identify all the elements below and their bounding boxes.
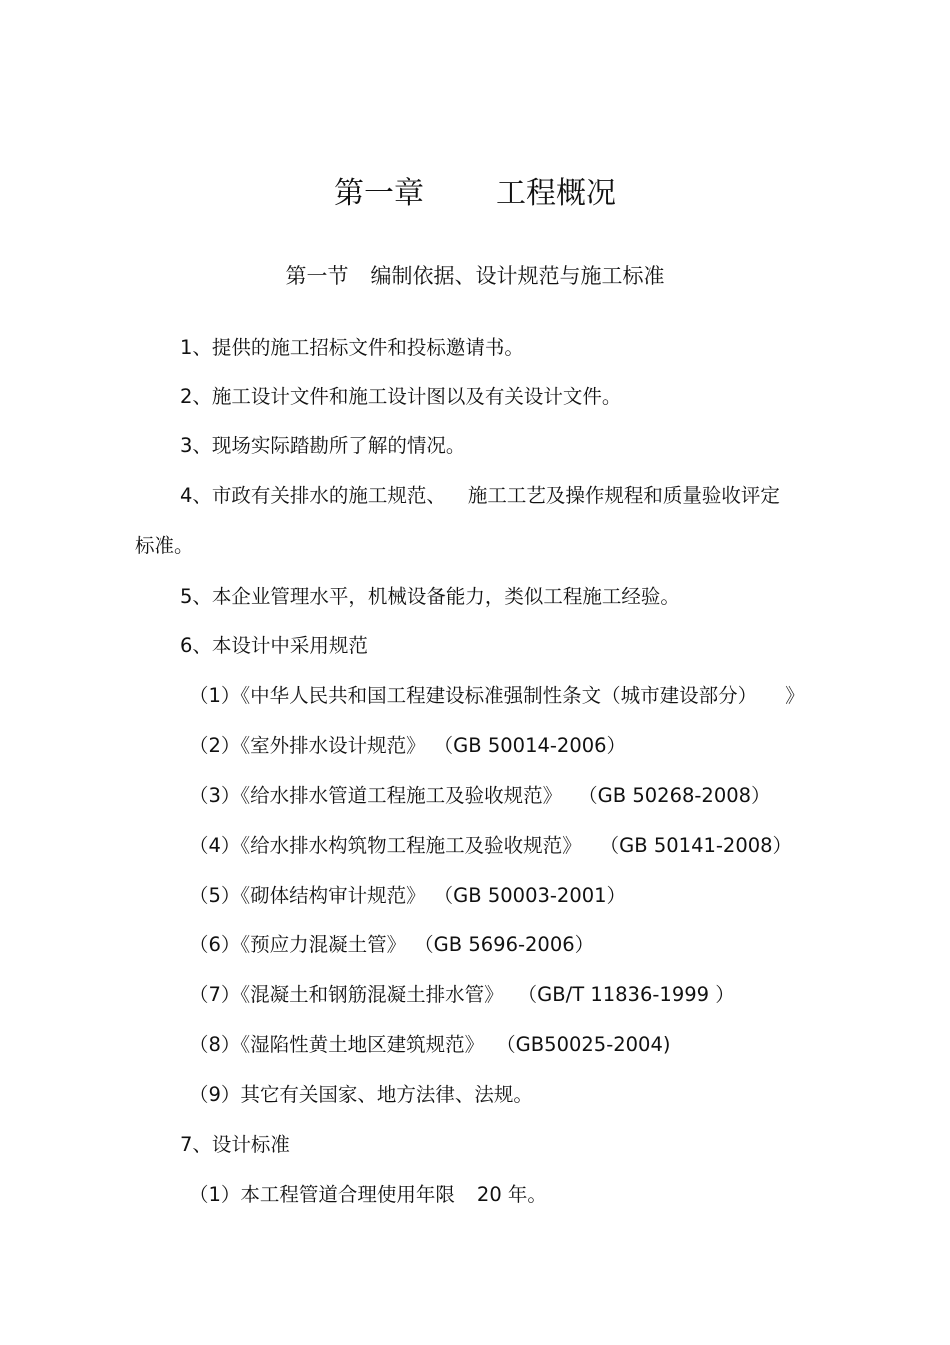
standard-code: （GB50025-2004) — [496, 1033, 671, 1056]
standard-code: 》 — [785, 684, 805, 707]
standard-code: （GB 50268-2008） — [578, 784, 771, 807]
basis-item-4-part-2: 施工工艺及操作规程和质量验收评定 — [467, 484, 780, 507]
basis-item-1: 1、提供的施工招标文件和投标邀请书。 — [180, 336, 524, 359]
chapter-name: 工程概况 — [496, 176, 616, 211]
section-number: 第一节 — [285, 264, 349, 288]
standard-title: （9）其它有关国家、地方法律、法规。 — [189, 1083, 533, 1106]
standard-code: （GB 50003-2001） — [433, 884, 627, 907]
section-name: 编制依据、设计规范与施工标准 — [370, 264, 665, 288]
standard-item-2 — [189, 731, 626, 761]
standard-item-1 — [189, 681, 805, 711]
section-title — [0, 260, 950, 292]
standard-title: （4）《给水排水构筑物工程施工及验收规范》 — [189, 834, 582, 857]
basis-item-3: 3、现场实际踏勘所了解的情况。 — [180, 434, 466, 457]
design-standard-heading: 7、设计标准 — [180, 1133, 290, 1156]
standard-title: （3）《给水排水管道工程施工及验收规范》 — [189, 784, 563, 807]
chapter-title — [0, 172, 950, 216]
standard-title: （7）《混凝土和钢筋混凝土排水管》 — [189, 983, 504, 1006]
standard-item-7 — [189, 980, 735, 1010]
basis-item-4-part-1: 4、市政有关排水的施工规范、 — [180, 484, 446, 507]
standard-code: （GB 50141-2008） — [599, 834, 793, 857]
standard-item-6 — [189, 930, 594, 960]
chapter-number: 第一章 — [334, 176, 424, 211]
standard-code: （GB/T 11836-1999 ） — [517, 983, 735, 1006]
standard-item-5 — [189, 881, 626, 911]
design-standard-item-value: 20 年。 — [476, 1183, 547, 1206]
standard-item-9 — [189, 1080, 533, 1110]
basis-item-4-continued: 标准。 — [135, 534, 194, 557]
basis-item-2: 2、施工设计文件和施工设计图以及有关设计文件。 — [180, 385, 622, 408]
basis-item-6: 6、本设计中采用规范 — [180, 634, 368, 657]
standard-title: （8）《湿陷性黄土地区建筑规范》 — [189, 1033, 485, 1056]
standard-item-8 — [189, 1030, 670, 1060]
basis-item-5: 5、本企业管理水平，机械设备能力，类似工程施工经验。 — [180, 585, 680, 608]
standard-item-3 — [189, 781, 771, 811]
basis-item-4 — [180, 481, 780, 511]
standard-item-4 — [189, 831, 792, 861]
design-standard-item-1 — [189, 1180, 547, 1210]
standard-title: （5）《砌体结构审计规范》 — [189, 884, 426, 907]
design-standard-item-text: （1）本工程管道合理使用年限 — [189, 1183, 455, 1206]
standard-title: （1）《中华人民共和国工程建设标准强制性条文（城市建设部分） — [189, 684, 758, 707]
standard-code: （GB 50014-2006） — [433, 734, 627, 757]
standard-title: （6）《预应力混凝土管》 — [189, 933, 407, 956]
standard-title: （2）《室外排水设计规范》 — [189, 734, 426, 757]
standard-code: （GB 5696-2006） — [414, 933, 595, 956]
